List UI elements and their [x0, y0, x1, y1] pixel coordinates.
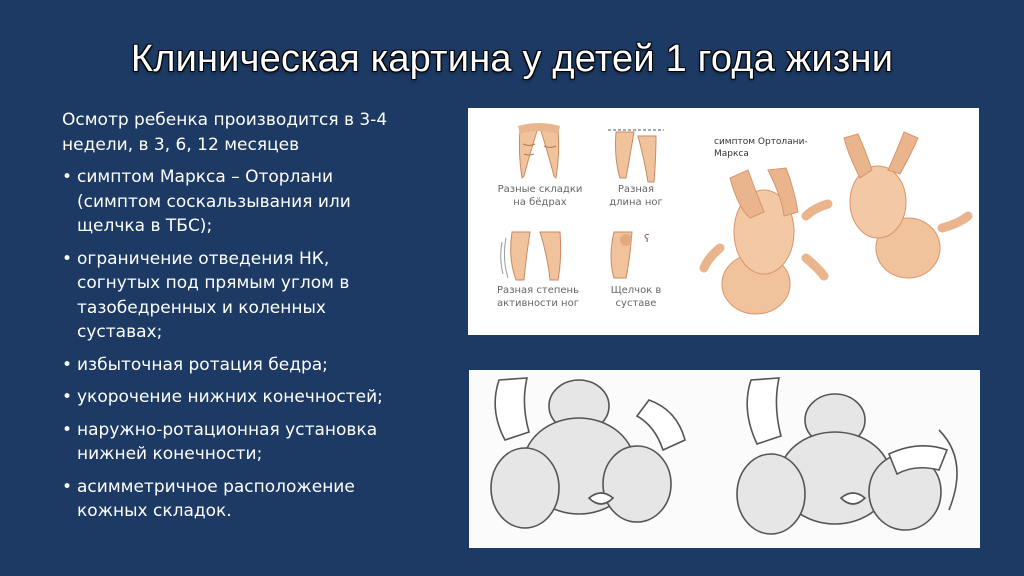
bullet-text: ограничение отведения НК, согнутых под прямым углом в тазобедренных и коленных суставах;	[77, 248, 350, 342]
legs-length-image	[608, 130, 664, 182]
bullet-text: избыточная ротация бедра;	[77, 354, 328, 375]
bullet-glyph: •	[62, 354, 73, 375]
bullet-text: укорочение нижних конечностей;	[77, 387, 383, 407]
exam-figure-right	[737, 378, 947, 534]
slide-title: Клиническая картина у детей 1 года жизни	[130, 38, 894, 80]
card-label-folds-1: Разные складки	[497, 184, 583, 195]
click-mark-icon: ʕ	[644, 232, 650, 245]
bullet-glyph: •	[62, 419, 73, 440]
card-label-folds-2: на бёдрах	[513, 197, 567, 208]
card-label-length-2: длина ног	[609, 197, 663, 208]
card-label-activity-1: Разная степень	[497, 285, 579, 296]
bullet-text: асимметричное расположение кожных складок.	[77, 476, 355, 521]
bullet-item	[62, 385, 402, 410]
photo-caption-line1: симптом Ортолани-	[714, 137, 808, 147]
card-label-click-1: Щелчок в	[610, 285, 662, 296]
bullet-item	[62, 247, 402, 345]
card-label-click-2: суставе	[615, 298, 657, 309]
bullet-glyph: •	[62, 476, 73, 497]
bullet-glyph: •	[62, 387, 73, 407]
symptoms-illustration-svg	[468, 108, 979, 335]
bullet-item	[62, 475, 402, 524]
legs-folds-image	[518, 123, 560, 178]
symptoms-illustration	[468, 108, 979, 335]
legs-activity-image	[501, 232, 561, 280]
hip-click-image	[611, 232, 650, 278]
bullet-item	[62, 165, 402, 239]
bullet-glyph: •	[62, 167, 73, 187]
bullet-item	[62, 353, 402, 378]
bullet-glyph: •	[62, 248, 73, 269]
hip-exam-drawing	[469, 370, 980, 548]
bullet-list	[62, 165, 402, 524]
card-label-activity-2: активности ног	[497, 298, 579, 309]
bullet-text: симптом Маркса – Оторлани (симптом соскальзывания или щелчка в ТБС);	[77, 167, 351, 236]
hip-exam-drawing-svg	[469, 370, 980, 548]
card-label-length-1: Разная	[617, 184, 655, 195]
exam-figure-left	[491, 378, 685, 528]
photo-caption-line2: Маркса	[714, 149, 749, 159]
infant-photo	[700, 122, 979, 335]
motion-arc	[939, 430, 957, 510]
intro-paragraph: Осмотр ребенка производится в 3-4 недели, в 3, 6, 12 месяцев	[62, 110, 388, 155]
text-content	[62, 108, 402, 532]
bullet-text: наружно-ротационная установка нижней конечности;	[77, 419, 378, 464]
bullet-item	[62, 418, 402, 467]
